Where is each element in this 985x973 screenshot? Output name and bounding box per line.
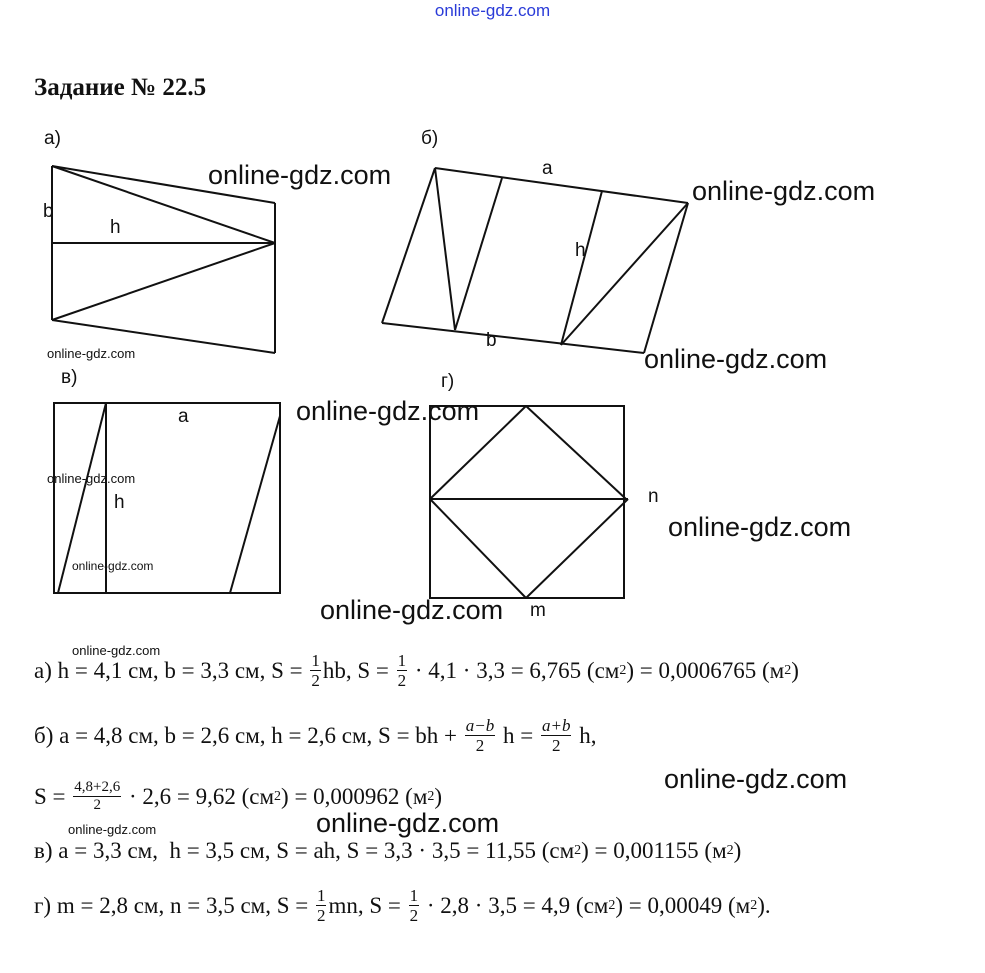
figure-b-h-label: h	[575, 240, 586, 261]
fraction-numerator: a+b	[541, 716, 571, 735]
watermark: online-gdz.com	[668, 512, 852, 542]
fraction	[397, 652, 408, 689]
fraction	[465, 717, 495, 754]
task-title: Задание № 22.5	[34, 74, 207, 101]
solution-line-v: в) a = 3,3 см, h = 3,5 см, S = ah, S = 3,3 · 3,5 = 11,55 (см 2 ) = 0,001155 (м 2 )	[34, 838, 742, 863]
watermark: online-gdz.com	[47, 346, 136, 361]
text-segment: а) h = 4,1 см, b = 3,3 см, S =	[34, 657, 309, 683]
watermark: online-gdz.com	[47, 471, 136, 486]
solution-line-b-2: S = $\frac{4,8+2,6}{2}$ · 2,6 = 9,62 (см 2 ) = 0,000962 (м 2 )	[34, 779, 443, 813]
fraction-denominator: 2	[397, 671, 407, 690]
figure-b-a-label: a	[542, 158, 553, 179]
fraction-denominator: 2	[316, 906, 326, 925]
text-segment: · 4,1 · 3,3 = 6,765 (см	[409, 657, 620, 683]
figure-b-shape	[382, 168, 688, 353]
text-segment: ) = 0,001155 (м	[581, 838, 727, 863]
figure-a-b-label: b	[43, 201, 54, 222]
text-segment: )	[791, 657, 799, 683]
fraction	[316, 887, 327, 924]
fraction	[73, 780, 121, 813]
fraction-denominator: 2	[551, 736, 561, 755]
figure-a-shape	[52, 166, 275, 353]
text-segment: h =	[497, 722, 539, 748]
fraction-denominator: 2	[475, 736, 485, 755]
watermark: online-gdz.com	[320, 595, 504, 625]
text-segment: · 2,8 · 3,5 = 4,9 (см	[421, 892, 609, 918]
watermark-top: online-gdz.com	[434, 1, 551, 20]
solution-line-g: г) m = 2,8 см, n = 3,5 см, S = $\frac{1}{2}$ mn, S = $\frac{1}{2}$ · 2,8 · 3,5 = 4,9 (см 2 ) = 0,00049 (м 2 ).	[34, 886, 771, 925]
watermark: online-gdz.com	[72, 643, 161, 658]
figure-v-label: в)	[61, 367, 78, 388]
fraction-numerator: 1	[397, 651, 407, 670]
fraction-numerator: 1	[316, 886, 326, 905]
fraction-denominator: 2	[409, 906, 419, 925]
figure-v-h-label: h	[114, 492, 125, 513]
figure-a-h-label: h	[110, 217, 121, 238]
watermark: online-gdz.com	[692, 176, 876, 206]
figure-g-label: г)	[441, 371, 455, 392]
watermark: online-gdz.com	[68, 822, 157, 837]
solution-line-a: а) h = 4,1 см, b = 3,3 см, S = $\frac{1}{2}$ hb, S = $\frac{1}{2}$ · 4,1 · 3,3 = 6,765 (см 2 ) = 0,0006765 (м 2 )	[34, 651, 799, 690]
watermark: online-gdz.com	[316, 808, 500, 838]
fraction-numerator: 4,8+2,6	[74, 779, 121, 795]
text-segment: в) a = 3,3 см, h = 3,5 см, S = ah, S = 3,3 · 3,5 = 11,55 (см	[34, 838, 575, 863]
fraction-denominator: 2	[311, 671, 320, 690]
text-segment: · 2,6 = 9,62 (см	[123, 783, 275, 809]
fraction-numerator: a−b	[465, 716, 495, 735]
text-segment: )	[733, 838, 742, 863]
text-segment: ) = 0,00049 (м	[615, 892, 751, 918]
text-segment: mn, S =	[328, 892, 407, 918]
watermark: online-gdz.com	[296, 396, 480, 426]
text-segment: S =	[34, 783, 72, 809]
text-segment: )	[434, 783, 443, 809]
fraction	[409, 887, 420, 924]
text-segment: ) = 0,0006765 (м	[626, 657, 785, 683]
solution-line-b-1	[34, 717, 596, 754]
figure-b-b-label: b	[486, 330, 497, 351]
text-segment: г) m = 2,8 см, n = 3,5 см, S =	[34, 892, 314, 918]
watermark: online-gdz.com	[664, 764, 848, 794]
watermark: online-gdz.com	[644, 344, 828, 374]
text-segment: hb, S =	[322, 657, 395, 683]
text-segment: ) = 0,000962 (м	[281, 783, 428, 809]
watermark: online-gdz.com	[72, 559, 154, 573]
figure-b-label: б)	[421, 128, 439, 149]
fraction	[541, 717, 571, 754]
figure-g-shape	[430, 406, 628, 598]
figure-v-a-label: a	[178, 406, 189, 427]
fraction-denominator: 2	[93, 797, 101, 813]
figure-a-label: а)	[44, 128, 61, 149]
fraction-numerator: 1	[311, 651, 320, 670]
figure-g-m-label: m	[530, 600, 546, 621]
text-segment: h,	[573, 722, 597, 748]
watermark: online-gdz.com	[208, 160, 392, 190]
fraction-numerator: 1	[409, 886, 419, 905]
fraction	[310, 652, 321, 689]
text-segment: ).	[757, 892, 771, 918]
text-segment: б) a = 4,8 см, b = 2,6 см, h = 2,6 см, S = bh +	[34, 722, 463, 748]
figure-g-n-label: n	[648, 486, 659, 507]
